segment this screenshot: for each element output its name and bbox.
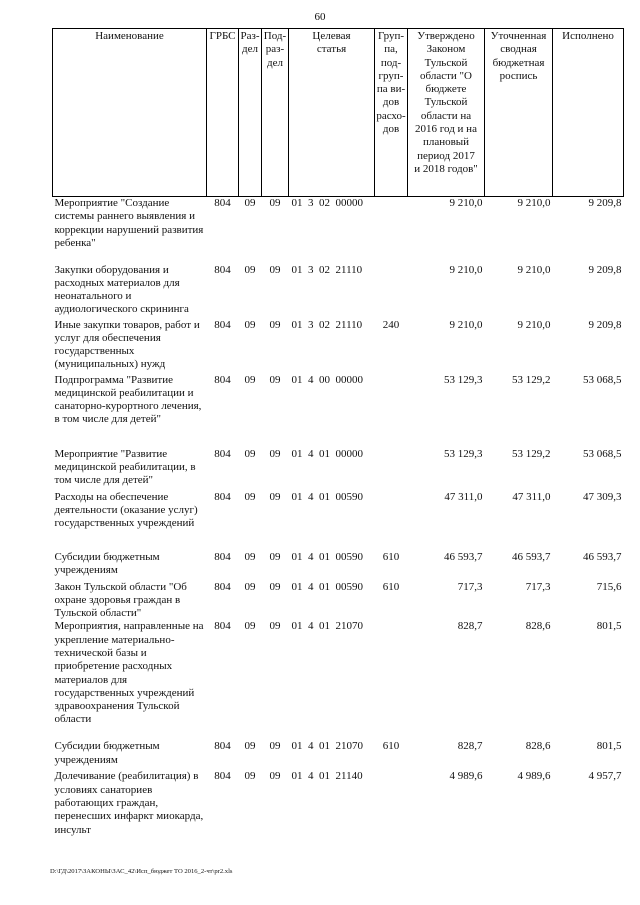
row-name: Мероприятие "Развитие медицинской реабилитации, в том числе для детей"	[54, 447, 196, 487]
row-group	[375, 374, 408, 448]
header-executed: Исполнено	[553, 29, 624, 197]
row-target: 01 3 02 21110	[291, 318, 363, 331]
row-name: Субсидии бюджетным учреждениям	[54, 740, 160, 766]
row-refined: 47 311,0	[512, 490, 551, 503]
header-razdel: Раз- дел	[239, 29, 262, 197]
row-razdel: 09	[244, 318, 256, 331]
row-name: Подпрограмма "Развитие медицинской реабилитации и санаторно-курортного лечения, в том числе для детей"	[54, 373, 202, 426]
row-refined: 9 210,0	[517, 318, 551, 331]
header-refined: Уточненная сводная бюджетная роспись	[485, 29, 553, 197]
row-grbs: 804	[214, 197, 231, 209]
row-podrazdel: 09	[269, 770, 281, 783]
row-executed: 46 593,7	[583, 550, 622, 563]
row-group	[375, 620, 408, 740]
row-razdel: 09	[244, 263, 256, 276]
row-refined: 9 210,0	[517, 197, 551, 209]
row-grbs: 804	[214, 770, 231, 783]
row-executed: 4 957,7	[588, 770, 622, 783]
row-name: Расходы на обеспечение деятельности (оказание услуг) государственных учреждений	[54, 490, 198, 530]
row-razdel: 09	[244, 490, 256, 503]
row-approved: 46 593,7	[444, 550, 483, 563]
row-approved: 53 129,3	[444, 373, 483, 386]
row-grbs: 804	[214, 447, 231, 460]
row-approved: 828,7	[457, 740, 483, 753]
row-grbs: 804	[214, 263, 231, 276]
row-refined: 828,6	[525, 620, 551, 633]
row-target: 01 4 01 21070	[291, 620, 363, 633]
row-executed: 801,5	[596, 740, 622, 753]
row-target: 01 4 01 00000	[291, 447, 363, 460]
row-grbs: 804	[214, 580, 231, 593]
row-podrazdel: 09	[269, 447, 281, 460]
row-group	[375, 770, 408, 840]
table-row	[53, 770, 624, 840]
table-row	[53, 551, 624, 581]
row-target: 01 4 01 21140	[291, 770, 363, 783]
row-podrazdel: 09	[269, 740, 281, 753]
row-group	[375, 264, 408, 319]
row-group: 610	[382, 550, 400, 563]
row-name: Закон Тульской области "Об охране здоровья граждан в Тульской области"	[54, 580, 187, 620]
row-razdel: 09	[244, 770, 256, 783]
row-podrazdel: 09	[269, 550, 281, 563]
row-executed: 53 068,5	[583, 447, 622, 460]
row-target: 01 4 01 00590	[291, 580, 363, 593]
row-grbs: 804	[214, 373, 231, 386]
row-group: 610	[382, 740, 400, 753]
table-row	[53, 319, 624, 374]
row-name: Субсидии бюджетным учреждениям	[54, 550, 160, 576]
table-row	[53, 374, 624, 448]
table-row	[53, 491, 624, 551]
row-razdel: 09	[244, 447, 256, 460]
row-target: 01 4 01 00590	[291, 550, 363, 563]
table-row	[53, 581, 624, 621]
row-group	[375, 197, 408, 264]
table-row	[53, 740, 624, 770]
row-executed: 53 068,5	[583, 373, 622, 386]
row-group	[375, 448, 408, 491]
row-grbs: 804	[214, 740, 231, 753]
row-group	[375, 491, 408, 551]
row-razdel: 09	[244, 620, 256, 633]
row-name: Долечивание (реабилитация) в условиях санаториев работающих граждан, перенесших инфаркт миокарда, инсульт	[54, 770, 204, 836]
header-podrazdel: Под- раз- дел	[262, 29, 289, 197]
row-target: 01 3 02 00000	[291, 197, 363, 209]
row-target: 01 4 00 00000	[291, 373, 363, 386]
row-refined: 4 989,6	[517, 770, 551, 783]
row-target: 01 4 01 00590	[291, 490, 363, 503]
row-refined: 53 129,2	[512, 447, 551, 460]
row-grbs: 804	[214, 620, 231, 633]
row-razdel: 09	[244, 740, 256, 753]
row-grbs: 804	[214, 550, 231, 563]
row-executed: 9 209,8	[588, 197, 622, 209]
row-refined: 53 129,2	[512, 373, 551, 386]
row-executed: 715,6	[596, 580, 622, 593]
row-name: Мероприятия, направленные на укрепление материально-технической базы и приобретение расходных материалов для государственных учреждений здравоохранения Тульской области	[54, 620, 204, 726]
row-approved: 828,7	[457, 620, 483, 633]
row-podrazdel: 09	[269, 373, 281, 386]
row-refined: 46 593,7	[512, 550, 551, 563]
row-razdel: 09	[244, 580, 256, 593]
row-executed: 801,5	[596, 620, 622, 633]
row-group: 240	[382, 318, 400, 331]
row-refined: 828,6	[525, 740, 551, 753]
row-podrazdel: 09	[269, 318, 281, 331]
row-name: Иные закупки товаров, работ и услуг для обеспечения государственных (муниципальных) нужд	[54, 318, 200, 371]
header-name: Наименование	[53, 29, 207, 197]
row-grbs: 804	[214, 318, 231, 331]
table-row	[53, 197, 624, 264]
row-podrazdel: 09	[269, 580, 281, 593]
row-approved: 9 210,0	[449, 263, 483, 276]
row-refined: 9 210,0	[517, 263, 551, 276]
row-approved: 4 989,6	[449, 770, 483, 783]
row-name: Закупки оборудования и расходных материалов для неонатального и аудиологического скрининга	[54, 263, 189, 316]
file-path-footer: D:\ГД\2017\ЗАКОНЫ\ЗАС_42\Исп_бюджет ТО 2016_2-чт\pr2.xls	[50, 868, 233, 875]
row-name: Мероприятие "Создание системы раннего выявления и коррекции нарушений развития ребенка"	[54, 197, 204, 249]
row-approved: 53 129,3	[444, 447, 483, 460]
row-razdel: 09	[244, 197, 256, 209]
row-executed: 9 209,8	[588, 263, 622, 276]
row-group: 610	[382, 580, 400, 593]
row-podrazdel: 09	[269, 620, 281, 633]
row-approved: 717,3	[457, 580, 483, 593]
row-approved: 9 210,0	[449, 197, 483, 209]
row-razdel: 09	[244, 550, 256, 563]
row-grbs: 804	[214, 490, 231, 503]
row-approved: 47 311,0	[444, 490, 483, 503]
row-podrazdel: 09	[269, 490, 281, 503]
page-number: 60	[314, 11, 326, 23]
table-row	[53, 620, 624, 740]
row-target: 01 4 01 21070	[291, 740, 363, 753]
row-executed: 47 309,3	[583, 490, 622, 503]
table-header-row	[53, 29, 624, 197]
header-approved: Утверждено Законом Тульской области "О бюджете Тульской области на 2016 год и на плановый период 2017 и 2018 годов"	[408, 29, 485, 197]
header-group: Груп- па, под- груп- па ви- дов расхо- дов	[375, 29, 408, 197]
row-refined: 717,3	[525, 580, 551, 593]
row-podrazdel: 09	[269, 263, 281, 276]
budget-table	[52, 28, 624, 840]
table-row	[53, 264, 624, 319]
row-target: 01 3 02 21110	[291, 263, 363, 276]
row-approved: 9 210,0	[449, 318, 483, 331]
row-razdel: 09	[244, 373, 256, 386]
table-row	[53, 448, 624, 491]
header-target: Целевая статья	[289, 29, 375, 197]
header-grbs: ГРБС	[207, 29, 239, 197]
row-podrazdel: 09	[269, 197, 281, 209]
row-executed: 9 209,8	[588, 318, 622, 331]
